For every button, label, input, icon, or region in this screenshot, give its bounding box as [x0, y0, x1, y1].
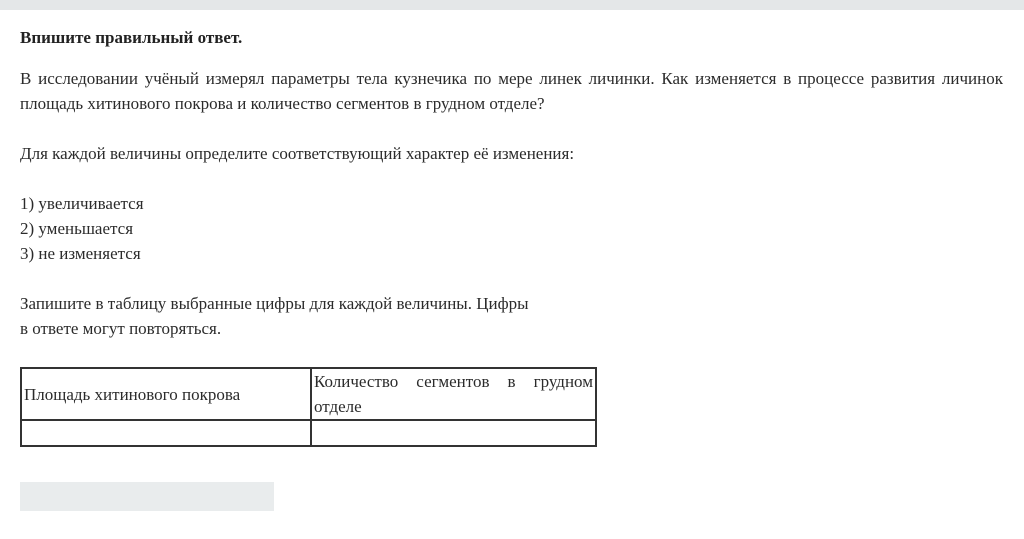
header-cell-segment-count: Количество сегментов в грудном отделе — [311, 368, 596, 420]
task-instruction: Впишите правильный ответ. — [20, 28, 243, 47]
answer-table-input-row — [21, 420, 596, 446]
options-list — [20, 191, 1003, 266]
prompt-text: Для каждой величины определите соответствующий характер её изменения: — [20, 144, 575, 163]
answer-input[interactable] — [20, 482, 274, 511]
answer-cell-segment-count[interactable] — [311, 420, 596, 446]
task-content — [20, 26, 1003, 447]
top-bar — [0, 0, 1024, 10]
option-item: 3) не изменяется — [20, 244, 141, 263]
option-item: 1) увеличивается — [20, 194, 144, 213]
answer-cell-chitin-area[interactable] — [21, 420, 311, 446]
answer-table-header-row — [21, 368, 596, 420]
header-cell-chitin-area: Площадь хитинового покрова — [21, 368, 311, 420]
question-text: В исследовании учёный измерял параметры тела кузнечика по мере линек личинки. Как изменяется в процессе развития личинок площадь хитинового покрова и количество сегментов в грудном отделе? — [20, 69, 1003, 113]
table-instruction-line2: в ответе могут повторяться. — [20, 319, 222, 338]
table-instruction-line1: Запишите в таблицу выбранные цифры для каждой величины. Цифры — [20, 294, 529, 313]
table-instruction — [20, 291, 1003, 341]
option-item: 2) уменьшается — [20, 219, 134, 238]
answer-table — [20, 367, 597, 447]
